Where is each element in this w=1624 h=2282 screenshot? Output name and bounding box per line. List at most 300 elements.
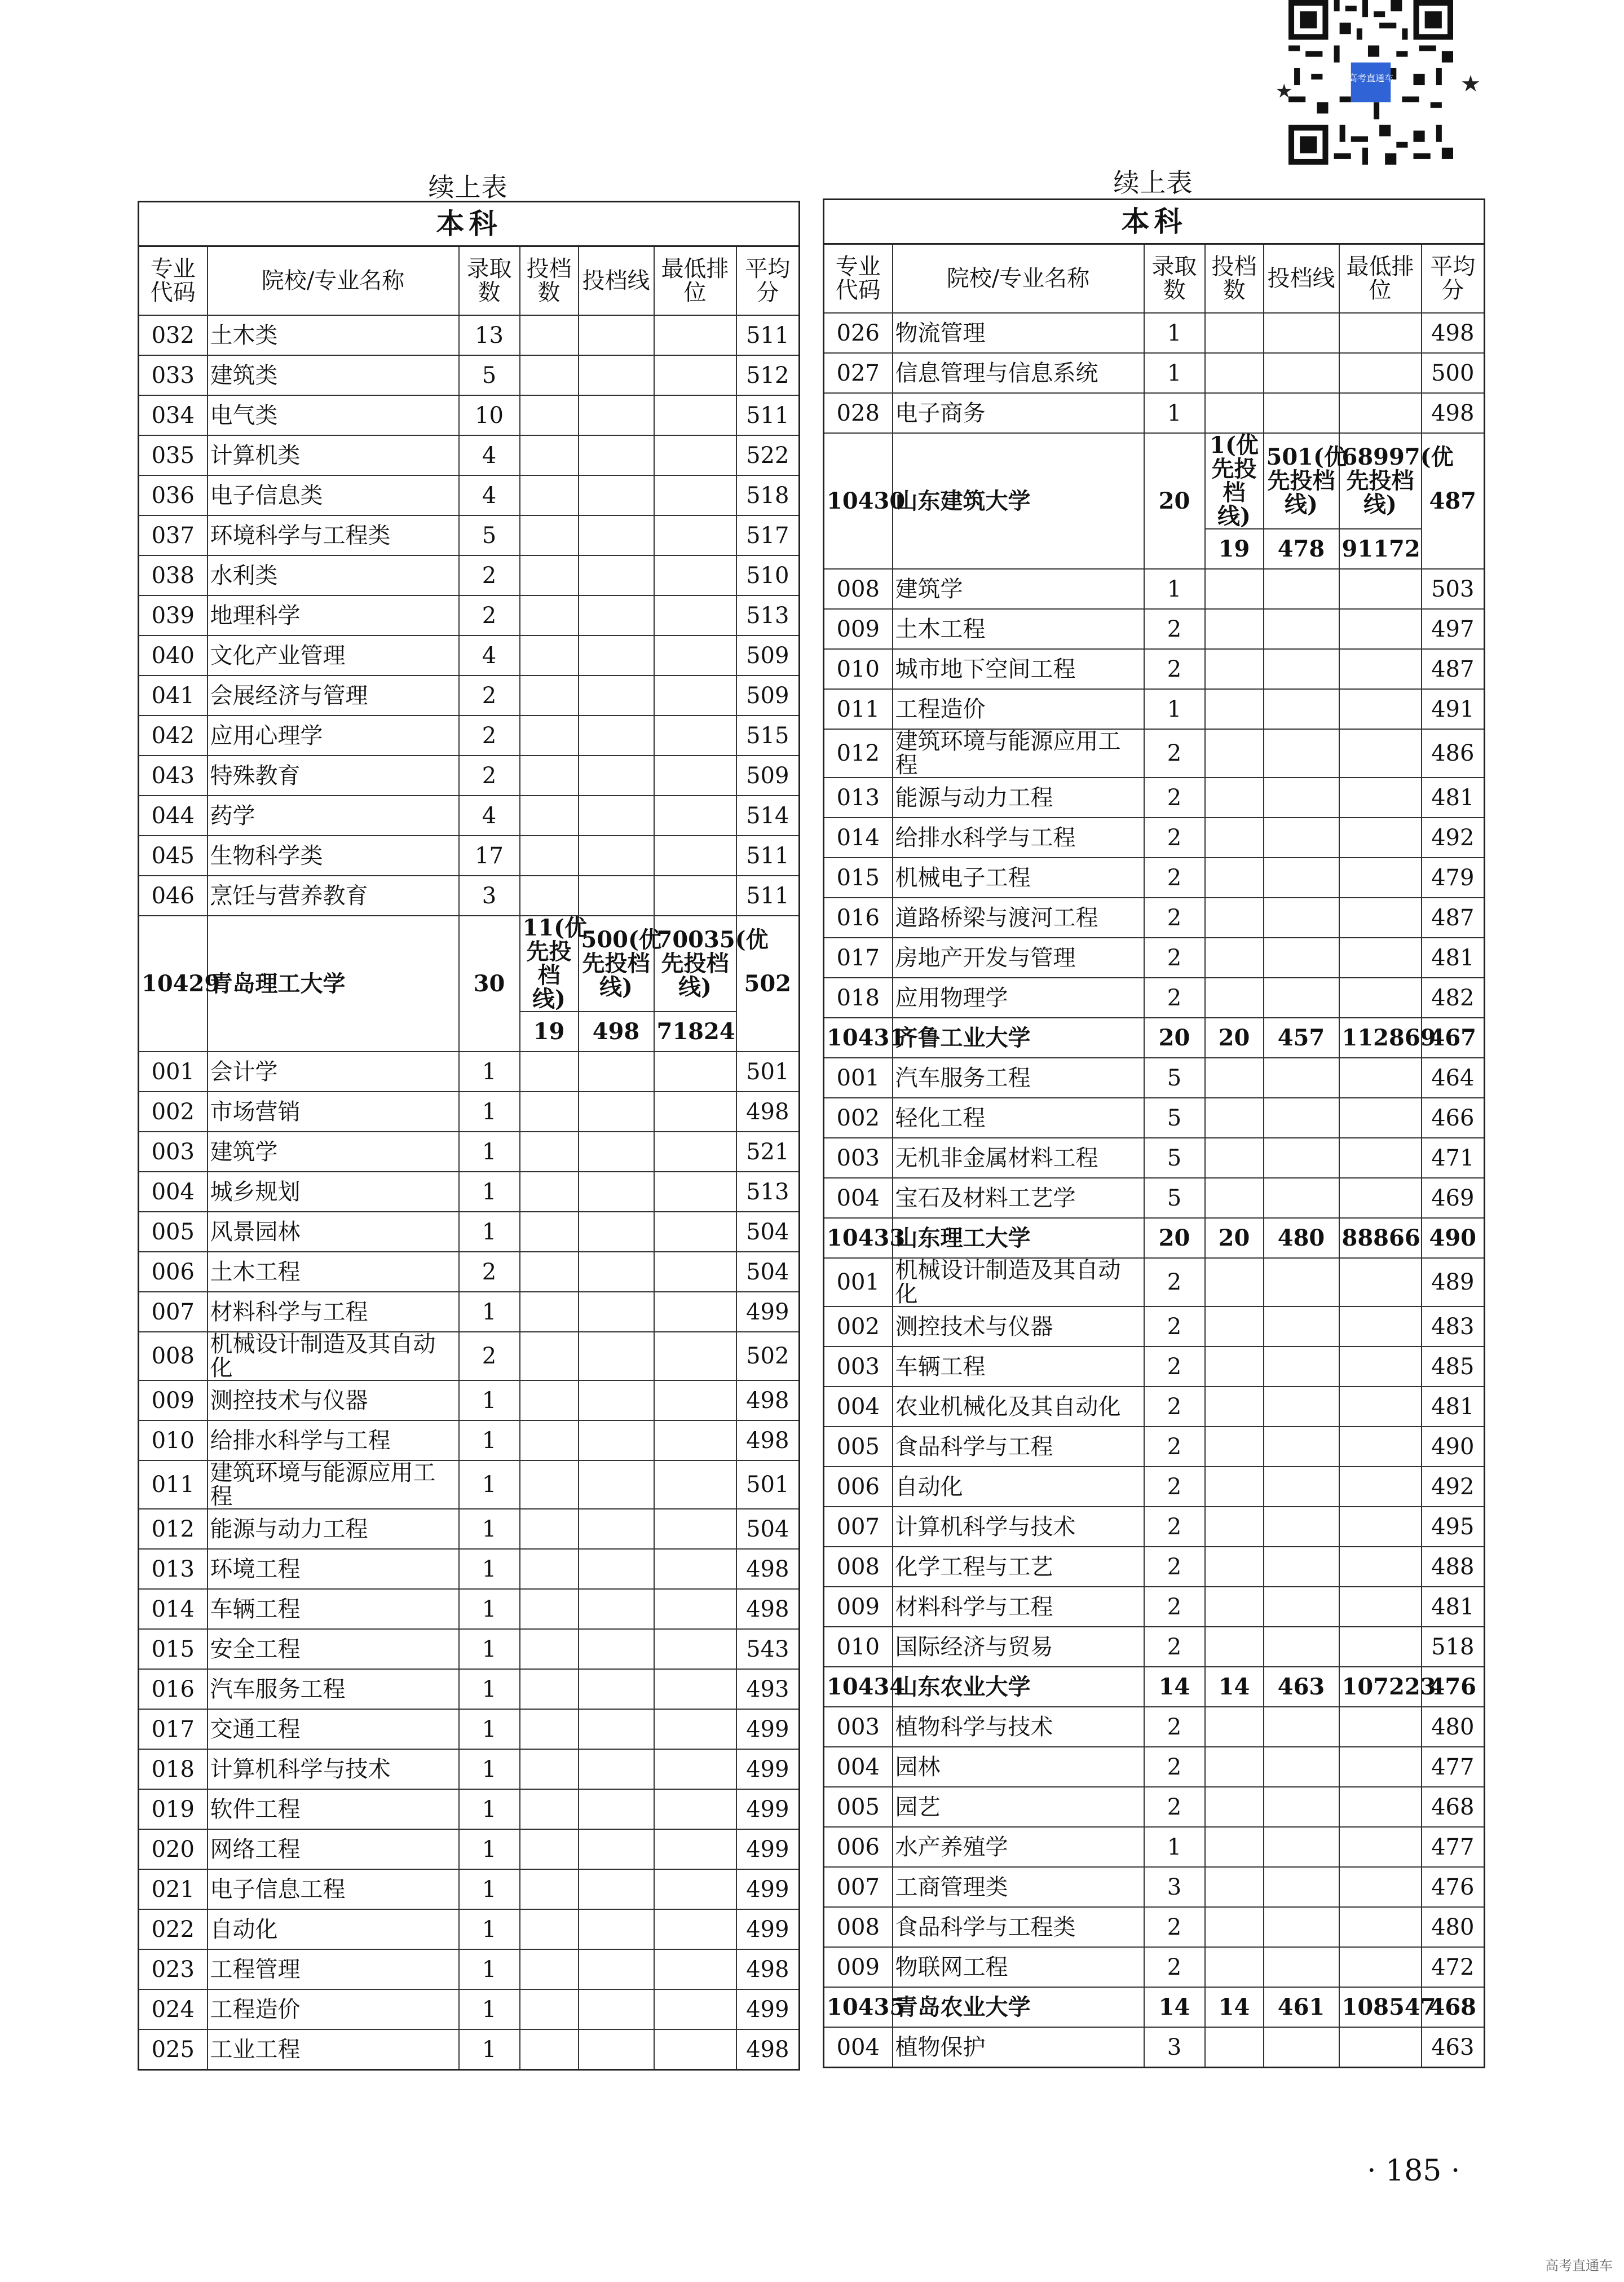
major-code: 005: [824, 1787, 893, 1827]
lowest-rank: [1339, 1098, 1422, 1138]
admitted-count: 1: [1144, 689, 1205, 729]
school-row: [824, 1987, 1485, 2027]
lowest-rank: [654, 1669, 736, 1709]
major-code: 016: [139, 1669, 208, 1709]
admitted-count: 4: [459, 435, 520, 475]
admitted-count: 2: [1144, 1787, 1205, 1827]
filing-line: [1264, 729, 1339, 778]
filed-count: [520, 676, 579, 716]
table-row: [139, 1629, 800, 1669]
major-code: 026: [824, 313, 893, 353]
major-code: 006: [824, 1827, 893, 1867]
major-code: 043: [139, 756, 208, 796]
major-code: 009: [824, 609, 893, 649]
lowest-rank: [654, 1460, 736, 1509]
average-score: 491: [1422, 689, 1485, 729]
table-row: [824, 1347, 1485, 1387]
major-code: 004: [824, 1747, 893, 1787]
admitted-count: 2: [1144, 1547, 1205, 1587]
filing-line: [1264, 353, 1339, 393]
filing-line: [579, 1380, 654, 1420]
table-row: [824, 1467, 1485, 1507]
table-row: [824, 393, 1485, 433]
admitted-count: 2: [1144, 1707, 1205, 1747]
lowest-rank: [1339, 1627, 1422, 1667]
lowest-rank: [1339, 1058, 1422, 1098]
table-row: [139, 1172, 800, 1212]
filing-line: [579, 756, 654, 796]
average-score: 481: [1422, 938, 1485, 978]
filed-count: [1205, 818, 1264, 858]
average-score: 518: [1422, 1627, 1485, 1667]
table-row: [824, 1707, 1485, 1747]
average-score: 498: [1422, 313, 1485, 353]
school-code: 10434: [824, 1667, 893, 1707]
filed-count: 20: [1205, 1218, 1264, 1258]
major-name: 给排水科学与工程: [893, 818, 1144, 858]
major-name: 交通工程: [208, 1709, 459, 1749]
admitted-count: 2: [1144, 938, 1205, 978]
filing-line: [1264, 978, 1339, 1018]
filed-count: [520, 1172, 579, 1212]
lowest-rank: [1339, 1907, 1422, 1947]
major-name: 应用心理学: [208, 716, 459, 756]
table-row: [824, 1178, 1485, 1218]
average-score: 513: [736, 1172, 800, 1212]
table-row: [139, 1589, 800, 1629]
admitted-count: 1: [459, 1092, 520, 1132]
continued-title: 续上表: [428, 172, 508, 202]
lowest-rank: [1339, 1467, 1422, 1507]
table-row: [824, 1306, 1485, 1347]
filed-count: 19: [1205, 529, 1264, 569]
table-row: [139, 1709, 800, 1749]
admitted-count: 2: [459, 756, 520, 796]
major-name: 国际经济与贸易: [893, 1627, 1144, 1667]
major-code: 024: [139, 1989, 208, 2029]
table-header-row: [139, 246, 800, 316]
filing-line: [579, 1252, 654, 1292]
table-row: [139, 595, 800, 635]
admitted-count: 20: [1144, 433, 1205, 569]
table-row: [824, 1587, 1485, 1627]
table-row: [139, 1949, 800, 1989]
average-score: 476: [1422, 1867, 1485, 1907]
average-score: 499: [736, 1909, 800, 1949]
filing-line: [1264, 1787, 1339, 1827]
lowest-rank: [654, 355, 736, 395]
table-row: [139, 1380, 800, 1420]
major-name: 电子商务: [893, 393, 1144, 433]
lowest-rank: [1339, 729, 1422, 778]
admitted-count: 5: [459, 355, 520, 395]
major-name: 宝石及材料工艺学: [893, 1178, 1144, 1218]
major-code: 004: [824, 2027, 893, 2068]
average-score: 487: [1422, 649, 1485, 689]
admitted-count: 1: [1144, 353, 1205, 393]
major-name: 建筑环境与能源应用工程: [208, 1460, 459, 1509]
filed-count: [520, 1949, 579, 1989]
major-code: 011: [824, 689, 893, 729]
major-name: 工程造价: [208, 1989, 459, 2029]
average-score: 517: [736, 515, 800, 555]
major-name: 会展经济与管理: [208, 676, 459, 716]
average-score: 510: [736, 555, 800, 595]
lowest-rank: [654, 1292, 736, 1332]
major-code: 017: [824, 938, 893, 978]
lowest-rank: [1339, 1827, 1422, 1867]
average-score: 499: [736, 1869, 800, 1909]
major-code: 007: [824, 1867, 893, 1907]
average-score: 500: [1422, 353, 1485, 393]
admitted-count: 2: [1144, 729, 1205, 778]
table-row: [139, 435, 800, 475]
major-code: 025: [139, 2029, 208, 2070]
school-row: [824, 1667, 1485, 1707]
lowest-rank: [654, 1332, 736, 1380]
admitted-count: 1: [1144, 569, 1205, 609]
major-code: 022: [139, 1909, 208, 1949]
filed-count: [520, 716, 579, 756]
filed-count: [520, 2029, 579, 2070]
average-score: 472: [1422, 1947, 1485, 1987]
lowest-rank: [654, 1869, 736, 1909]
filed-count: [1205, 938, 1264, 978]
major-name: 网络工程: [208, 1829, 459, 1869]
major-name: 机械设计制造及其自动化: [208, 1332, 459, 1380]
table-row: [139, 836, 800, 876]
admitted-count: 1: [459, 1989, 520, 2029]
filed-count: [1205, 1747, 1264, 1787]
average-score: 499: [736, 1749, 800, 1789]
filed-count: [1205, 1867, 1264, 1907]
average-score: 543: [736, 1629, 800, 1669]
lowest-rank: [654, 1789, 736, 1829]
filing-line: [1264, 1058, 1339, 1098]
major-name: 道路桥梁与渡河工程: [893, 898, 1144, 938]
average-score: 483: [1422, 1306, 1485, 1347]
qr-badge-text: 高考直通车: [1348, 72, 1394, 83]
average-score: 521: [736, 1132, 800, 1172]
table-row: [139, 1332, 800, 1380]
lowest-rank: [1339, 938, 1422, 978]
admitted-count: 1: [459, 1709, 520, 1749]
major-name: 环境工程: [208, 1549, 459, 1589]
filed-count: [520, 1589, 579, 1629]
major-code: 008: [139, 1332, 208, 1380]
major-code: 012: [824, 729, 893, 778]
major-code: 013: [824, 778, 893, 818]
lowest-rank: [1339, 858, 1422, 898]
major-name: 汽车服务工程: [208, 1669, 459, 1709]
watermark-text: 高考直通车: [1545, 2258, 1613, 2274]
filed-count: [1205, 978, 1264, 1018]
table-row: [824, 1427, 1485, 1467]
lowest-rank: [1339, 1507, 1422, 1547]
average-score: 511: [736, 876, 800, 916]
table-row: [139, 1292, 800, 1332]
average-score: 477: [1422, 1747, 1485, 1787]
major-name: 园林: [893, 1747, 1144, 1787]
major-code: 003: [824, 1707, 893, 1747]
average-score: 479: [1422, 858, 1485, 898]
filed-count: [1205, 1547, 1264, 1587]
major-name: 电气类: [208, 395, 459, 435]
average-score: 498: [736, 1092, 800, 1132]
table-row: [824, 1387, 1485, 1427]
column-header: 投档线: [1264, 244, 1339, 314]
major-name: 药学: [208, 796, 459, 836]
filing-line: [1264, 1178, 1339, 1218]
filed-count: [1205, 1907, 1264, 1947]
major-name: 建筑类: [208, 355, 459, 395]
filing-line: [579, 1292, 654, 1332]
average-score: 467: [1422, 1018, 1485, 1058]
school-code: 10435: [824, 1987, 893, 2027]
major-name: 电子信息类: [208, 475, 459, 515]
filing-line: [579, 475, 654, 515]
filing-line: [1264, 1138, 1339, 1178]
filed-count: [1205, 609, 1264, 649]
filed-count: [520, 1789, 579, 1829]
major-name: 城乡规划: [208, 1172, 459, 1212]
admitted-count: 2: [1144, 1467, 1205, 1507]
table-row: [139, 1132, 800, 1172]
average-score: 486: [1422, 729, 1485, 778]
table-row: [824, 898, 1485, 938]
table-row: [824, 818, 1485, 858]
admitted-count: 2: [1144, 778, 1205, 818]
school-row: [824, 1018, 1485, 1058]
table-row: [139, 1509, 800, 1549]
filed-count: 19: [520, 1012, 579, 1052]
major-code: 013: [139, 1549, 208, 1589]
admitted-count: 2: [1144, 978, 1205, 1018]
lowest-rank: [654, 876, 736, 916]
major-code: 040: [139, 635, 208, 676]
major-name: 园艺: [893, 1787, 1144, 1827]
filing-line: [1264, 938, 1339, 978]
admitted-count: 2: [1144, 1907, 1205, 1947]
admitted-count: 1: [459, 1949, 520, 1989]
lowest-rank: [1339, 1787, 1422, 1827]
admitted-count: 2: [1144, 858, 1205, 898]
filed-count: [520, 1829, 579, 1869]
filed-count: 14: [1205, 1987, 1264, 2027]
table-row: [824, 1947, 1485, 1987]
average-score: 464: [1422, 1058, 1485, 1098]
major-name: 生物科学类: [208, 836, 459, 876]
table-row: [824, 1907, 1485, 1947]
lowest-rank: [1339, 1707, 1422, 1747]
filed-count: [520, 435, 579, 475]
lowest-rank: 108547: [1339, 1987, 1422, 2027]
lowest-rank: [1339, 1258, 1422, 1306]
filing-line: [1264, 858, 1339, 898]
school-name: 青岛理工大学: [208, 916, 459, 1052]
admitted-count: 1: [1144, 393, 1205, 433]
admission-table-right: [823, 198, 1485, 2068]
filing-line: [579, 1132, 654, 1172]
admitted-count: 2: [1144, 649, 1205, 689]
filing-line: [1264, 2027, 1339, 2068]
admitted-count: 2: [1144, 1306, 1205, 1347]
filed-count: [520, 1252, 579, 1292]
filed-count: [1205, 1787, 1264, 1827]
admitted-count: 3: [1144, 1867, 1205, 1907]
filing-line: [1264, 1306, 1339, 1347]
school-code: 10430: [824, 433, 893, 569]
table-row: [139, 1092, 800, 1132]
table-row: [824, 1787, 1485, 1827]
lowest-rank: [654, 515, 736, 555]
major-code: 044: [139, 796, 208, 836]
filed-count: [1205, 393, 1264, 433]
admitted-count: 2: [1144, 1747, 1205, 1787]
lowest-rank: [1339, 1387, 1422, 1427]
major-name: 材料科学与工程: [893, 1587, 1144, 1627]
average-score: 485: [1422, 1347, 1485, 1387]
average-score: 498: [736, 1589, 800, 1629]
major-code: 037: [139, 515, 208, 555]
major-code: 021: [139, 1869, 208, 1909]
major-code: 027: [824, 353, 893, 393]
major-name: 信息管理与信息系统: [893, 353, 1144, 393]
admitted-count: 2: [459, 1252, 520, 1292]
major-code: 014: [824, 818, 893, 858]
admitted-count: 1: [459, 1669, 520, 1709]
table-row: [139, 555, 800, 595]
table-row: [139, 1789, 800, 1829]
admitted-count: 1: [459, 1629, 520, 1669]
admitted-count: 1: [459, 1380, 520, 1420]
table-row: [139, 1052, 800, 1092]
lowest-rank: [1339, 978, 1422, 1018]
table-row: [139, 2029, 800, 2070]
major-code: 023: [139, 1949, 208, 1989]
major-name: 工商管理类: [893, 1867, 1144, 1907]
major-code: 020: [139, 1829, 208, 1869]
lowest-rank: [1339, 569, 1422, 609]
admitted-count: 3: [459, 876, 520, 916]
major-code: 042: [139, 716, 208, 756]
average-score: 481: [1422, 1587, 1485, 1627]
table-caption: 本科: [139, 202, 800, 246]
major-code: 018: [824, 978, 893, 1018]
filing-line: [1264, 1387, 1339, 1427]
major-name: 植物保护: [893, 2027, 1144, 2068]
filed-count: [1205, 778, 1264, 818]
major-name: 工业工程: [208, 2029, 459, 2070]
major-code: 017: [139, 1709, 208, 1749]
school-name: 山东理工大学: [893, 1218, 1144, 1258]
table-row: [824, 1138, 1485, 1178]
average-score: 481: [1422, 778, 1485, 818]
lowest-rank: 71824: [654, 1012, 736, 1052]
average-score: 488: [1422, 1547, 1485, 1587]
filed-count: [1205, 569, 1264, 609]
major-code: 004: [824, 1178, 893, 1218]
admitted-count: 2: [459, 716, 520, 756]
filed-count: [520, 876, 579, 916]
admitted-count: 2: [1144, 1258, 1205, 1306]
average-score: 469: [1422, 1178, 1485, 1218]
filed-count: [1205, 1387, 1264, 1427]
major-name: 水产养殖学: [893, 1827, 1144, 1867]
major-code: 005: [139, 1212, 208, 1252]
average-score: 501: [736, 1052, 800, 1092]
lowest-rank: [654, 1629, 736, 1669]
lowest-rank: [1339, 1427, 1422, 1467]
major-name: 安全工程: [208, 1629, 459, 1669]
column-header: 录取数: [1144, 244, 1205, 314]
lowest-rank: [654, 2029, 736, 2070]
admitted-count: 2: [1144, 1507, 1205, 1547]
admitted-count: 1: [1144, 313, 1205, 353]
major-name: 烹饪与营养教育: [208, 876, 459, 916]
average-score: 490: [1422, 1218, 1485, 1258]
filing-line: [1264, 1587, 1339, 1627]
table-row: [824, 938, 1485, 978]
major-name: 电子信息工程: [208, 1869, 459, 1909]
lowest-rank: [654, 1052, 736, 1092]
lowest-rank: [654, 555, 736, 595]
average-score: 504: [736, 1509, 800, 1549]
average-score: 481: [1422, 1387, 1485, 1427]
lowest-rank: [654, 1589, 736, 1629]
table-caption: 本科: [824, 200, 1485, 244]
average-score: 493: [736, 1669, 800, 1709]
major-code: 033: [139, 355, 208, 395]
average-score: 466: [1422, 1098, 1485, 1138]
table-row: [824, 1627, 1485, 1667]
major-name: 水利类: [208, 555, 459, 595]
table-row: [824, 1547, 1485, 1587]
major-code: 003: [824, 1347, 893, 1387]
major-code: 002: [824, 1098, 893, 1138]
admitted-count: 2: [1144, 818, 1205, 858]
filing-line: [579, 1052, 654, 1092]
table-row: [139, 475, 800, 515]
lowest-rank: [1339, 393, 1422, 433]
average-score: 498: [1422, 393, 1485, 433]
major-name: 测控技术与仪器: [893, 1306, 1144, 1347]
average-score: 509: [736, 756, 800, 796]
filed-count: [520, 355, 579, 395]
table-row: [824, 569, 1485, 609]
major-name: 风景园林: [208, 1212, 459, 1252]
lowest-rank: [654, 395, 736, 435]
admitted-count: 1: [459, 1789, 520, 1829]
major-code: 009: [824, 1947, 893, 1987]
filed-count: [520, 836, 579, 876]
lowest-rank: [654, 1132, 736, 1172]
major-name: 食品科学与工程: [893, 1427, 1144, 1467]
lowest-rank: [1339, 609, 1422, 649]
filing-line: [579, 1460, 654, 1509]
admitted-count: 3: [1144, 2027, 1205, 2068]
admitted-count: 2: [1144, 1587, 1205, 1627]
major-name: 计算机科学与技术: [208, 1749, 459, 1789]
column-header: 最低排位: [654, 246, 736, 316]
lowest-rank: [654, 1380, 736, 1420]
major-name: 环境科学与工程类: [208, 515, 459, 555]
filing-line: [579, 1829, 654, 1869]
average-score: 499: [736, 1829, 800, 1869]
filed-count: [520, 555, 579, 595]
table-row: [824, 1507, 1485, 1547]
admitted-count: 5: [1144, 1058, 1205, 1098]
